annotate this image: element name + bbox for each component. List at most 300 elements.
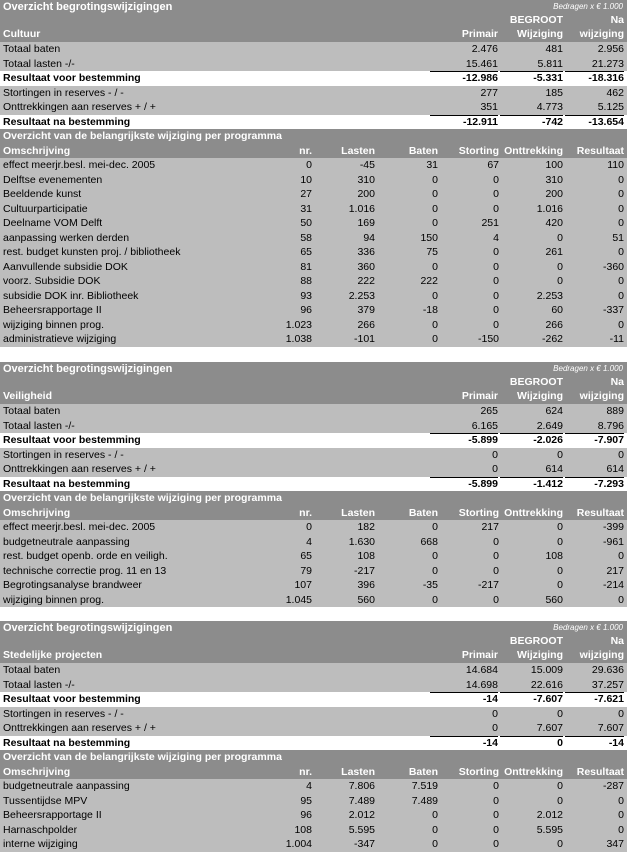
detail-value: 4 <box>306 780 312 792</box>
detail-header: Lasten <box>341 144 375 157</box>
detail-description: voorz. Subsidie DOK <box>3 275 101 287</box>
detail-description: Beheersrapportage II <box>3 304 102 316</box>
summary-label: Stortingen in reserves - / - <box>3 707 124 720</box>
detail-value: 200 <box>545 188 563 200</box>
summary-value: -12.911 <box>462 115 498 128</box>
summary-value: 29.636 <box>591 664 624 676</box>
detail-title: Overzicht van de belangrijkste wijziging per programma <box>3 492 282 504</box>
summary-row <box>0 419 627 434</box>
summary-row <box>0 678 627 693</box>
section-title: Overzicht begrotingswijzigingen <box>3 363 173 375</box>
detail-value: 0 <box>493 188 499 200</box>
summary-value: -5.899 <box>468 477 498 490</box>
summary-value: 462 <box>606 86 624 99</box>
detail-value: 0 <box>618 173 624 186</box>
detail-value: 0 <box>618 550 624 562</box>
detail-value: -262 <box>541 333 563 345</box>
budget-section <box>0 621 627 852</box>
summary-value: 0 <box>430 462 498 478</box>
col-header-top: BEGROOT <box>509 635 563 647</box>
detail-value: 108 <box>357 550 375 562</box>
detail-value: 560 <box>357 593 375 606</box>
detail-value: 0 <box>557 260 563 273</box>
detail-value: -11 <box>609 333 624 345</box>
program-name: Stedelijke projecten <box>3 649 103 661</box>
detail-row <box>0 837 627 852</box>
detail-row <box>0 823 627 838</box>
detail-description: Beeldende kunst <box>3 188 82 200</box>
detail-header: Onttrekking <box>504 506 563 519</box>
detail-value: 0 <box>493 318 499 331</box>
detail-header: Baten <box>408 506 438 519</box>
detail-value: 0 <box>432 333 438 345</box>
detail-value: 7.519 <box>411 780 438 792</box>
detail-description: interne wijziging <box>3 838 78 850</box>
summary-value: 7.607 <box>500 721 563 737</box>
detail-value: 0 <box>306 521 312 533</box>
detail-description: subsidie DOK inr. Bibliotheek <box>3 289 139 302</box>
detail-value: 0 <box>618 318 624 331</box>
detail-value: 1.016 <box>536 202 563 215</box>
detail-header: nr. <box>299 765 312 778</box>
summary-row <box>0 86 627 101</box>
detail-value: 0 <box>493 202 499 215</box>
detail-value: 0 <box>432 260 438 273</box>
detail-value: 0 <box>557 838 563 850</box>
detail-value: 0 <box>493 535 499 548</box>
summary-value: 14.698 <box>430 678 498 694</box>
summary-row <box>0 462 627 477</box>
summary-value: 15.009 <box>530 664 563 676</box>
detail-value: 310 <box>357 173 375 186</box>
detail-value: 31 <box>300 202 312 215</box>
summary-row <box>0 736 627 751</box>
summary-value: -7.607 <box>533 693 563 705</box>
detail-value: 51 <box>612 231 624 244</box>
detail-value: 2.253 <box>348 289 375 302</box>
detail-value: 0 <box>557 535 563 548</box>
detail-value: 0 <box>493 809 499 821</box>
detail-value: -217 <box>477 579 499 591</box>
summary-value: 5.811 <box>500 57 563 73</box>
detail-value: 88 <box>300 275 312 287</box>
detail-row <box>0 303 627 318</box>
detail-description: effect meerjr.besl. mei-dec. 2005 <box>3 521 156 533</box>
detail-row <box>0 520 627 535</box>
col-header-top: Na <box>610 376 624 388</box>
detail-header: Lasten <box>341 765 375 778</box>
detail-value: 0 <box>493 289 499 302</box>
detail-row <box>0 549 627 564</box>
summary-value: -7.907 <box>594 434 624 446</box>
detail-value: 65 <box>300 246 312 258</box>
detail-value: 0 <box>618 275 624 287</box>
summary-value: 7.607 <box>565 721 624 737</box>
detail-value: 79 <box>300 564 312 577</box>
detail-value: 0 <box>557 275 563 287</box>
detail-value: 0 <box>493 173 499 186</box>
detail-value: 0 <box>432 593 438 606</box>
detail-value: -360 <box>602 260 624 273</box>
detail-row <box>0 231 627 246</box>
detail-description: Aanvullende subsidie DOK <box>3 260 128 273</box>
summary-value: 0 <box>557 707 563 720</box>
summary-value: 614 <box>565 462 624 478</box>
detail-row <box>0 216 627 231</box>
detail-value: 1.004 <box>285 838 312 850</box>
detail-value: 7.489 <box>411 794 438 807</box>
summary-value: 614 <box>500 462 563 478</box>
summary-row <box>0 692 627 707</box>
detail-value: 0 <box>557 521 563 533</box>
detail-title: Overzicht van de belangrijkste wijziging per programma <box>3 751 282 763</box>
detail-header: Lasten <box>341 506 375 519</box>
detail-row <box>0 578 627 593</box>
detail-description: budgetneutrale aanpassing <box>3 780 130 792</box>
summary-value: 5.125 <box>565 100 624 116</box>
detail-value: 0 <box>493 260 499 273</box>
detail-header: Storting <box>458 144 499 157</box>
summary-label: Resultaat voor bestemming <box>3 693 141 705</box>
detail-value: 2.253 <box>536 289 563 302</box>
section-title-bar <box>0 0 627 14</box>
col-header-top: BEGROOT <box>509 14 563 26</box>
summary-value: 2.956 <box>597 43 624 55</box>
summary-label: Totaal baten <box>3 43 61 55</box>
detail-header-row <box>0 506 627 521</box>
detail-value: 58 <box>300 231 312 244</box>
detail-value: 0 <box>432 550 438 562</box>
detail-value: -35 <box>422 579 438 591</box>
detail-value: -287 <box>602 780 624 792</box>
summary-label: Resultaat voor bestemming <box>3 434 141 446</box>
summary-label: Onttrekkingen aan reserves + / + <box>3 722 156 734</box>
detail-header: nr. <box>299 506 312 519</box>
detail-value: 96 <box>300 809 312 821</box>
detail-description: Harnaschpolder <box>3 823 78 836</box>
amount-note: Bedragen x € 1.000 <box>553 2 623 11</box>
summary-value: -7.621 <box>594 693 624 705</box>
summary-value: 14.684 <box>465 664 498 676</box>
detail-value: 96 <box>300 304 312 316</box>
detail-description: wijziging binnen prog. <box>3 318 104 331</box>
summary-label: Totaal lasten -/- <box>3 419 75 432</box>
detail-description: Delftse evenementen <box>3 173 103 186</box>
detail-header: Onttrekking <box>504 765 563 778</box>
summary-label: Onttrekkingen aan reserves + / + <box>3 463 156 475</box>
col-header-bottom: Primair <box>461 390 498 402</box>
summary-value: 0 <box>618 448 624 461</box>
detail-row <box>0 274 627 289</box>
detail-header: Storting <box>458 506 499 519</box>
detail-value: 0 <box>432 564 438 577</box>
summary-value: 2.476 <box>471 43 498 55</box>
detail-description: Deelname VOM Delft <box>3 217 103 229</box>
col-header-bottom: Wijziging <box>517 390 563 402</box>
detail-header: Onttrekking <box>504 144 563 157</box>
detail-value: -347 <box>353 838 375 850</box>
detail-title: Overzicht van de belangrijkste wijziging per programma <box>3 130 282 142</box>
detail-value: 0 <box>432 217 438 229</box>
detail-value: 0 <box>493 304 499 316</box>
detail-value: 0 <box>618 794 624 807</box>
summary-header <box>0 635 627 663</box>
detail-row <box>0 779 627 794</box>
summary-value: 265 <box>480 405 498 417</box>
detail-title-bar <box>0 491 627 506</box>
detail-value: 1.630 <box>348 535 375 548</box>
summary-value: 37.257 <box>565 678 624 694</box>
detail-value: 93 <box>300 289 312 302</box>
summary-value: 889 <box>606 405 624 417</box>
budget-section <box>0 0 627 347</box>
summary-header <box>0 14 627 42</box>
detail-value: 222 <box>420 275 438 287</box>
detail-value: -214 <box>602 579 624 591</box>
detail-value: 100 <box>545 159 563 171</box>
detail-value: 0 <box>618 289 624 302</box>
detail-value: 0 <box>493 794 499 807</box>
summary-value: -7.293 <box>594 477 624 490</box>
detail-value: 1.016 <box>348 202 375 215</box>
detail-value: -101 <box>353 333 375 345</box>
detail-value: 379 <box>357 304 375 316</box>
detail-value: 0 <box>493 780 499 792</box>
detail-value: -217 <box>353 564 375 577</box>
detail-value: -150 <box>477 333 499 345</box>
summary-label: Totaal lasten -/- <box>3 57 75 70</box>
col-header-bottom: wijziging <box>579 28 624 40</box>
col-header-top: BEGROOT <box>509 376 563 388</box>
detail-title-bar <box>0 129 627 144</box>
detail-row <box>0 245 627 260</box>
detail-value: 7.489 <box>348 794 375 807</box>
detail-value: -18 <box>422 304 438 316</box>
detail-value: 0 <box>557 564 563 577</box>
program-name: Cultuur <box>3 28 41 40</box>
col-header-top: Na <box>610 635 624 647</box>
detail-value: 31 <box>426 159 438 171</box>
summary-value: 0 <box>492 707 498 720</box>
detail-value: 0 <box>432 838 438 850</box>
detail-value: 0 <box>432 202 438 215</box>
detail-header: Omschrijving <box>3 144 71 157</box>
detail-row <box>0 808 627 823</box>
summary-row <box>0 707 627 722</box>
summary-value: 277 <box>480 86 498 99</box>
summary-value: 21.273 <box>565 57 624 73</box>
summary-value: 185 <box>545 86 563 99</box>
summary-value: 0 <box>557 448 563 461</box>
summary-label: Totaal lasten -/- <box>3 678 75 691</box>
summary-value: 15.461 <box>430 57 498 73</box>
detail-header: Resultaat <box>576 765 624 778</box>
summary-row <box>0 433 627 448</box>
detail-value: 0 <box>618 593 624 606</box>
detail-value: 396 <box>357 579 375 591</box>
detail-value: 108 <box>545 550 563 562</box>
section-title-bar <box>0 362 627 376</box>
summary-row <box>0 100 627 115</box>
detail-value: 251 <box>481 217 499 229</box>
col-header-bottom: Wijziging <box>517 28 563 40</box>
detail-value: 50 <box>300 217 312 229</box>
detail-value: 217 <box>481 521 499 533</box>
detail-value: 0 <box>618 809 624 821</box>
section-title: Overzicht begrotingswijzigingen <box>3 1 173 13</box>
detail-value: 266 <box>357 318 375 331</box>
summary-label: Resultaat na bestemming <box>3 736 131 749</box>
detail-value: 222 <box>357 275 375 287</box>
detail-row <box>0 260 627 275</box>
summary-value: 22.616 <box>500 678 563 694</box>
detail-value: 360 <box>357 260 375 273</box>
detail-value: 0 <box>618 246 624 258</box>
detail-value: 261 <box>545 246 563 258</box>
summary-label: Resultaat na bestemming <box>3 115 131 128</box>
detail-value: 0 <box>493 246 499 258</box>
detail-value: 67 <box>487 159 499 171</box>
summary-label: Resultaat na bestemming <box>3 477 131 490</box>
detail-value: 27 <box>300 188 312 200</box>
detail-header-row <box>0 765 627 780</box>
detail-header: Baten <box>408 144 438 157</box>
detail-header-row <box>0 144 627 159</box>
summary-row <box>0 721 627 736</box>
detail-value: 5.595 <box>348 823 375 836</box>
summary-row <box>0 57 627 72</box>
detail-value: 0 <box>432 809 438 821</box>
detail-value: 110 <box>607 159 624 171</box>
detail-row <box>0 794 627 809</box>
detail-value: -337 <box>602 304 624 316</box>
summary-value: 0 <box>618 707 624 720</box>
summary-row <box>0 477 627 492</box>
detail-row <box>0 332 627 347</box>
detail-description: Cultuurparticipatie <box>3 202 88 215</box>
detail-row <box>0 187 627 202</box>
detail-value: 95 <box>300 794 312 807</box>
detail-value: 0 <box>557 579 563 591</box>
detail-row <box>0 593 627 608</box>
detail-value: -45 <box>359 159 375 171</box>
detail-description: effect meerjr.besl. mei-dec. 2005 <box>3 159 156 171</box>
detail-header: Storting <box>458 765 499 778</box>
detail-value: 81 <box>300 260 312 273</box>
detail-description: wijziging binnen prog. <box>3 593 104 606</box>
summary-value: -5.331 <box>533 72 563 84</box>
detail-value: 347 <box>606 838 624 850</box>
detail-value: 0 <box>306 159 312 171</box>
summary-header <box>0 376 627 404</box>
detail-value: 0 <box>432 173 438 186</box>
detail-value: 310 <box>545 173 563 186</box>
detail-value: 560 <box>545 593 563 606</box>
summary-value: -1.412 <box>533 477 563 490</box>
summary-label: Totaal baten <box>3 405 61 417</box>
detail-value: 200 <box>357 188 375 200</box>
detail-value: 107 <box>294 579 312 591</box>
detail-value: 1.038 <box>285 333 312 345</box>
detail-value: 150 <box>420 231 438 244</box>
detail-row <box>0 564 627 579</box>
detail-value: 0 <box>557 780 563 792</box>
budget-section <box>0 362 627 607</box>
detail-value: 108 <box>294 823 312 836</box>
summary-value: -14 <box>482 693 498 705</box>
detail-value: 5.595 <box>536 823 563 836</box>
summary-value: 4.773 <box>500 100 563 116</box>
summary-row <box>0 71 627 86</box>
col-header-bottom: Primair <box>461 649 498 661</box>
summary-value: 6.165 <box>430 419 498 435</box>
detail-value: 169 <box>357 217 375 229</box>
detail-description: budgetneutrale aanpassing <box>3 535 130 548</box>
detail-description: rest. budget kunsten proj. / bibliotheek <box>3 246 181 258</box>
summary-value: -12.986 <box>462 72 498 84</box>
detail-value: 0 <box>493 823 499 836</box>
detail-header: Baten <box>408 765 438 778</box>
detail-value: 668 <box>420 535 438 548</box>
amount-note: Bedragen x € 1.000 <box>553 623 623 632</box>
detail-value: 182 <box>357 521 375 533</box>
detail-description: technische correctie prog. 11 en 13 <box>3 564 167 577</box>
detail-header: Resultaat <box>576 144 624 157</box>
detail-header: Resultaat <box>576 506 624 519</box>
detail-value: 75 <box>426 246 438 258</box>
col-header-top: Na <box>610 14 624 26</box>
detail-row <box>0 158 627 173</box>
summary-label: Onttrekkingen aan reserves + / + <box>3 101 156 113</box>
summary-value: 0 <box>557 736 563 749</box>
detail-header: Omschrijving <box>3 765 71 778</box>
detail-value: 266 <box>545 318 563 331</box>
summary-value: -5.899 <box>468 434 498 446</box>
summary-value: 0 <box>492 448 498 461</box>
col-header-bottom: Primair <box>461 28 498 40</box>
summary-value: -742 <box>541 115 563 128</box>
summary-value: 481 <box>545 43 563 55</box>
summary-value: -13.654 <box>588 115 624 128</box>
detail-value: 0 <box>618 217 624 229</box>
detail-description: administratieve wijziging <box>3 333 117 345</box>
summary-value: -18.316 <box>588 72 624 84</box>
summary-row <box>0 404 627 419</box>
detail-header: Omschrijving <box>3 506 71 519</box>
detail-value: 60 <box>551 304 563 316</box>
detail-value: 0 <box>493 838 499 850</box>
detail-value: 0 <box>432 188 438 200</box>
summary-label: Resultaat voor bestemming <box>3 72 141 84</box>
detail-value: 65 <box>300 550 312 562</box>
detail-description: Tussentijdse MPV <box>3 794 88 807</box>
col-header-bottom: wijziging <box>579 390 624 402</box>
detail-value: 0 <box>618 202 624 215</box>
col-header-bottom: wijziging <box>579 649 624 661</box>
detail-header: nr. <box>299 144 312 157</box>
summary-label: Stortingen in reserves - / - <box>3 448 124 461</box>
amount-note: Bedragen x € 1.000 <box>553 364 623 373</box>
detail-value: 0 <box>432 823 438 836</box>
detail-value: 0 <box>493 275 499 287</box>
section-title-bar <box>0 621 627 635</box>
summary-value: -14 <box>482 736 498 749</box>
detail-value: 336 <box>357 246 375 258</box>
detail-value: 4 <box>493 231 499 244</box>
detail-value: 1.045 <box>285 593 312 606</box>
detail-value: 217 <box>606 564 624 577</box>
detail-description: Beheersrapportage II <box>3 809 102 821</box>
